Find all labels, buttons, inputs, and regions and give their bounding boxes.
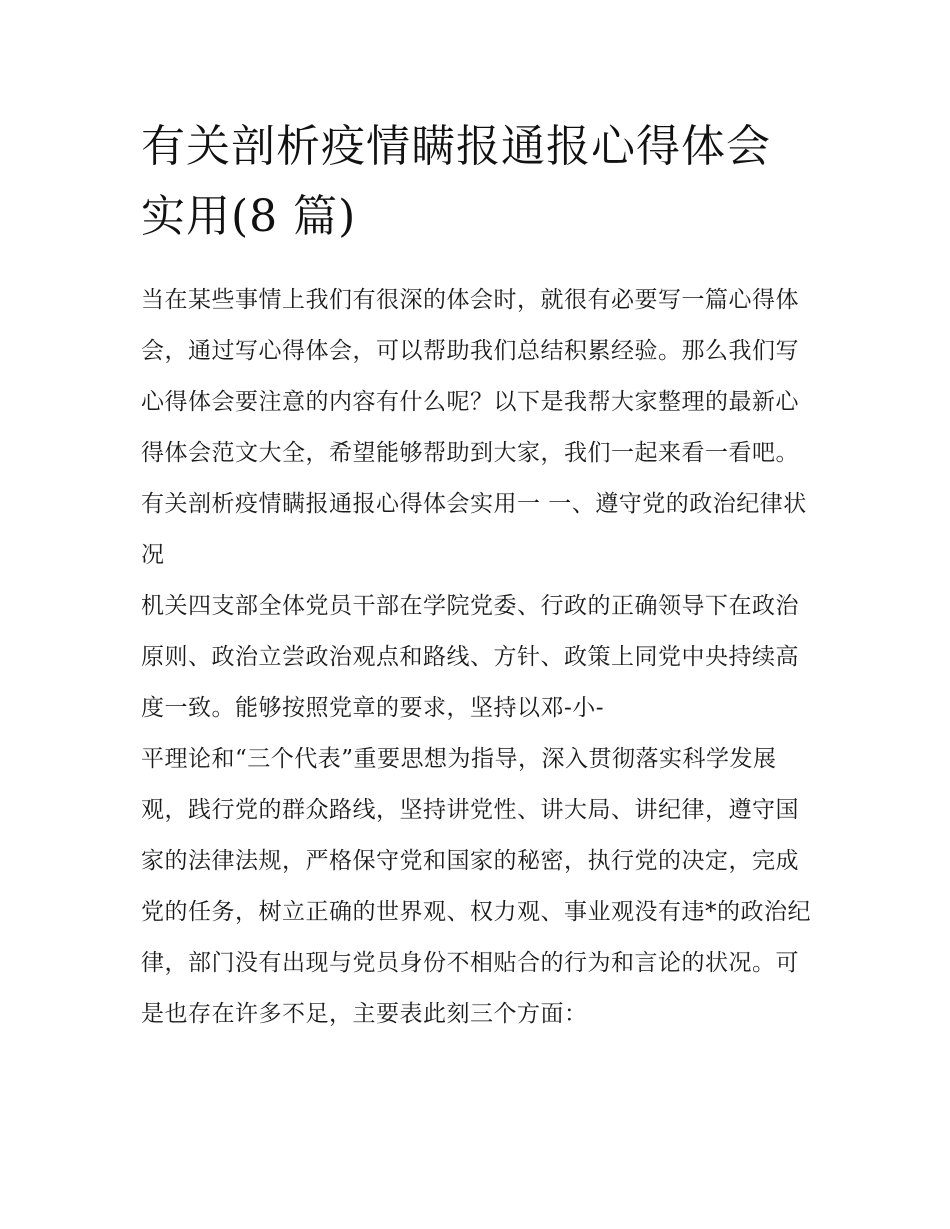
document-content <box>141 112 813 1040</box>
intro-paragraph: 当在某些事情上我们有很深的体会时，就很有必要写一篇心得体会，通过写心得体会，可以帮助我们总结积累经验。那么我们写心得体会要注意的内容有什么呢？以下是我帮大家整理的最新心得体会范文大全，希望能够帮助到大家，我们一起来看一看吧。 <box>141 287 799 466</box>
body-paragraph: 机关四支部全体党员干部在学院党委、行政的正确领导下在政治原则、政治立尝政治观点和路线、方针、政策上同党中央持续高度一致。能够按照党章的要求，坚持以邓-小- <box>141 593 799 721</box>
section-heading-paragraph: 有关剖析疫情瞒报通报心得体会实用一 一、遵守党的政治纪律状况 <box>141 491 807 568</box>
document-body <box>141 275 813 1040</box>
body-paragraph: 平理论和“三个代表”重要思想为指导，深入贯彻落实科学发展观，践行党的群众路线，坚持讲党性、讲大局、讲纪律，遵守国家的法律法规，严格保守党和国家的秘密，执行党的决定，完成党的任务，树立正确的世界观、权力观、事业观没有违*的政治纪律，部门没有出现与党员身份不相贴合的行为和言论的状况。可是也存在许多不足，主要表此刻三个方面： <box>141 746 811 1027</box>
document-title: 有关剖析疫情瞒报通报心得体会实用(8 篇) <box>141 121 771 242</box>
